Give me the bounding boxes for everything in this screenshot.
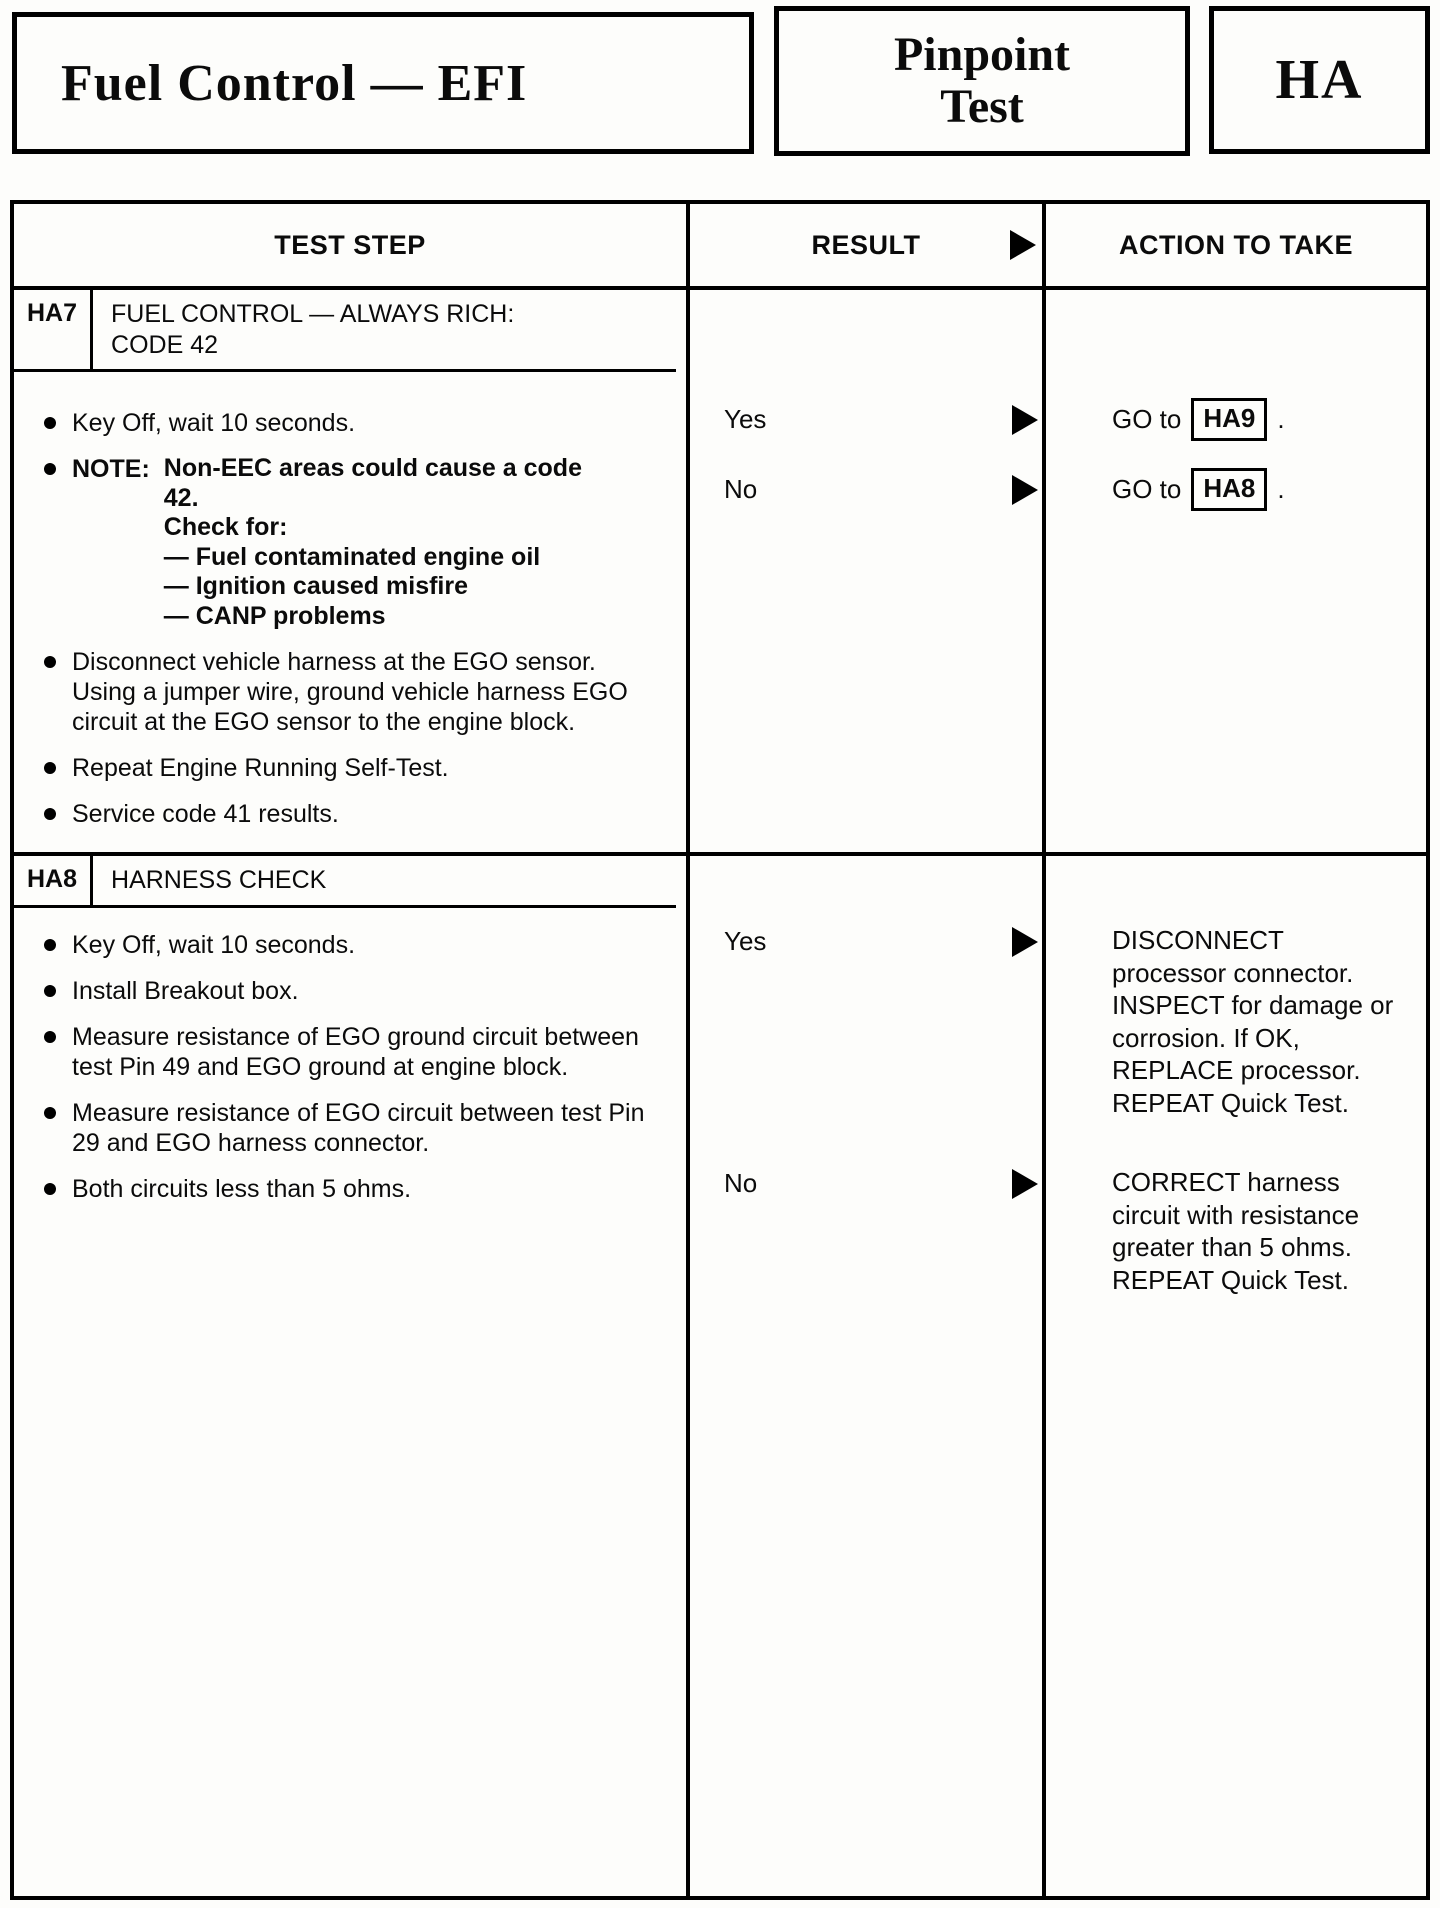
note-line: Non-EEC areas could cause a code: [163, 454, 582, 482]
ha7-step-title-line1: FUEL CONTROL — ALWAYS RICH:: [111, 300, 515, 328]
page-title-box: [12, 12, 754, 154]
step-text: Repeat Engine Running Self-Test.: [72, 754, 449, 782]
step-text: Service code 41 results.: [72, 800, 339, 828]
result-label: No: [724, 474, 758, 504]
ref-box-ha8: HA8: [1191, 468, 1267, 511]
bullet-icon: [44, 463, 56, 475]
result-entry-yes: [690, 926, 1042, 957]
result-arrow-icon: [1012, 405, 1038, 435]
note-block: [72, 454, 582, 631]
ha8-step-id: HA8: [14, 856, 93, 905]
step-item: [44, 1174, 672, 1204]
action-entry-text: CORRECT harness circuit with resistance greater than 5 ohms. REPEAT Quick Test.: [1112, 1167, 1360, 1295]
pinpoint-label-line2: Test: [940, 80, 1024, 133]
result-label: No: [724, 1168, 758, 1198]
bullet-icon: [44, 762, 56, 774]
step-item: [44, 799, 672, 829]
step-text: Measure resistance of EGO ground circuit between test Pin 49 and EGO ground at engine block.: [72, 1022, 639, 1081]
ha8-result-cell: [690, 856, 1046, 1896]
column-header-action: ACTION TO TAKE: [1119, 229, 1353, 260]
result-arrow-icon: [1010, 230, 1036, 260]
goto-suffix: .: [1277, 474, 1285, 504]
note-lines: [164, 454, 582, 631]
column-header-result: [690, 204, 1046, 286]
bullet-icon: [44, 939, 56, 951]
step-item: [44, 753, 672, 783]
step-item-note: [44, 454, 672, 631]
bullet-icon: [44, 656, 56, 668]
ha7-step-title: [93, 290, 514, 369]
result-entry-no: [690, 474, 1042, 505]
ha7-steps-list: [14, 372, 686, 829]
step-item: [44, 1098, 672, 1158]
goto-prefix: GO to: [1112, 474, 1182, 504]
goto-prefix: GO to: [1112, 404, 1182, 434]
note-line: Check for:: [163, 513, 288, 541]
note-line: 42.: [163, 483, 199, 512]
ha8-action-cell: [1046, 856, 1426, 1896]
step-item: [44, 408, 672, 438]
step-item: [44, 647, 672, 737]
table-header-row: [14, 204, 1426, 290]
pinpoint-label-line1: Pinpoint: [893, 28, 1071, 82]
step-item: [44, 930, 672, 960]
note-label: NOTE:: [72, 455, 150, 483]
note-line: — CANP problems: [163, 601, 386, 630]
step-text: Key Off, wait 10 seconds.: [72, 409, 356, 437]
step-text: Install Breakout box.: [72, 976, 299, 1005]
column-header-test-step: TEST STEP: [14, 204, 690, 286]
step-text: Measure resistance of EGO circuit between test Pin 29 and EGO harness connector.: [72, 1098, 645, 1157]
result-entry-no: [690, 1168, 1042, 1199]
column-header-result-label: RESULT: [811, 229, 921, 260]
bullet-icon: [44, 808, 56, 820]
ha7-step-title-line2: CODE 42: [111, 330, 218, 359]
bullet-icon: [44, 1183, 56, 1195]
step-text: Disconnect vehicle harness at the EGO sensor. Using a jumper wire, ground vehicle harness EGO circuit at the EGO sensor to the engine block.: [72, 648, 628, 736]
ha7-test-step-cell: [14, 290, 690, 852]
ha8-step-title: HARNESS CHECK: [111, 866, 327, 894]
section-ha8: [14, 852, 1426, 1896]
ha7-step-id: HA7: [14, 290, 93, 369]
note-line: — Ignition caused misfire: [163, 572, 469, 600]
bullet-icon: [44, 417, 56, 429]
bullet-icon: [44, 1031, 56, 1043]
ha8-test-step-cell: [14, 856, 690, 1896]
action-entry-goto: [1112, 398, 1285, 441]
result-entry-yes: [690, 404, 1042, 435]
ha7-result-cell: [690, 290, 1046, 852]
result-label: Yes: [724, 404, 767, 434]
step-text: Both circuits less than 5 ohms.: [72, 1174, 412, 1203]
section-code-box: [1209, 6, 1430, 154]
step-text: Key Off, wait 10 seconds.: [72, 930, 356, 959]
ha8-section-header: [14, 856, 676, 908]
section-ha7: [14, 290, 1426, 852]
result-arrow-icon: [1012, 1169, 1038, 1199]
result-label: Yes: [724, 926, 767, 956]
ha8-steps-list: [14, 908, 686, 1204]
goto-suffix: .: [1277, 404, 1285, 434]
note-line: — Fuel contaminated engine oil: [163, 542, 541, 571]
ha7-action-cell: [1046, 290, 1426, 852]
step-item: [44, 1022, 672, 1082]
ha7-section-header: [14, 290, 676, 372]
ref-box-ha9: HA9: [1191, 398, 1267, 441]
action-entry-text: DISCONNECT processor connector. INSPECT for damage or corrosion. If OK, REPLACE processor. REPEAT Quick Test.: [1112, 925, 1394, 1118]
step-item: [44, 976, 672, 1006]
section-code: HA: [1275, 49, 1364, 111]
pinpoint-test-box: [774, 6, 1190, 156]
bullet-icon: [44, 1107, 56, 1119]
action-entry-goto: [1112, 468, 1285, 511]
result-arrow-icon: [1012, 475, 1038, 505]
result-arrow-icon: [1012, 927, 1038, 957]
page-title: Fuel Control — EFI: [61, 54, 528, 112]
bullet-icon: [44, 985, 56, 997]
pinpoint-test-table: [10, 200, 1430, 1900]
